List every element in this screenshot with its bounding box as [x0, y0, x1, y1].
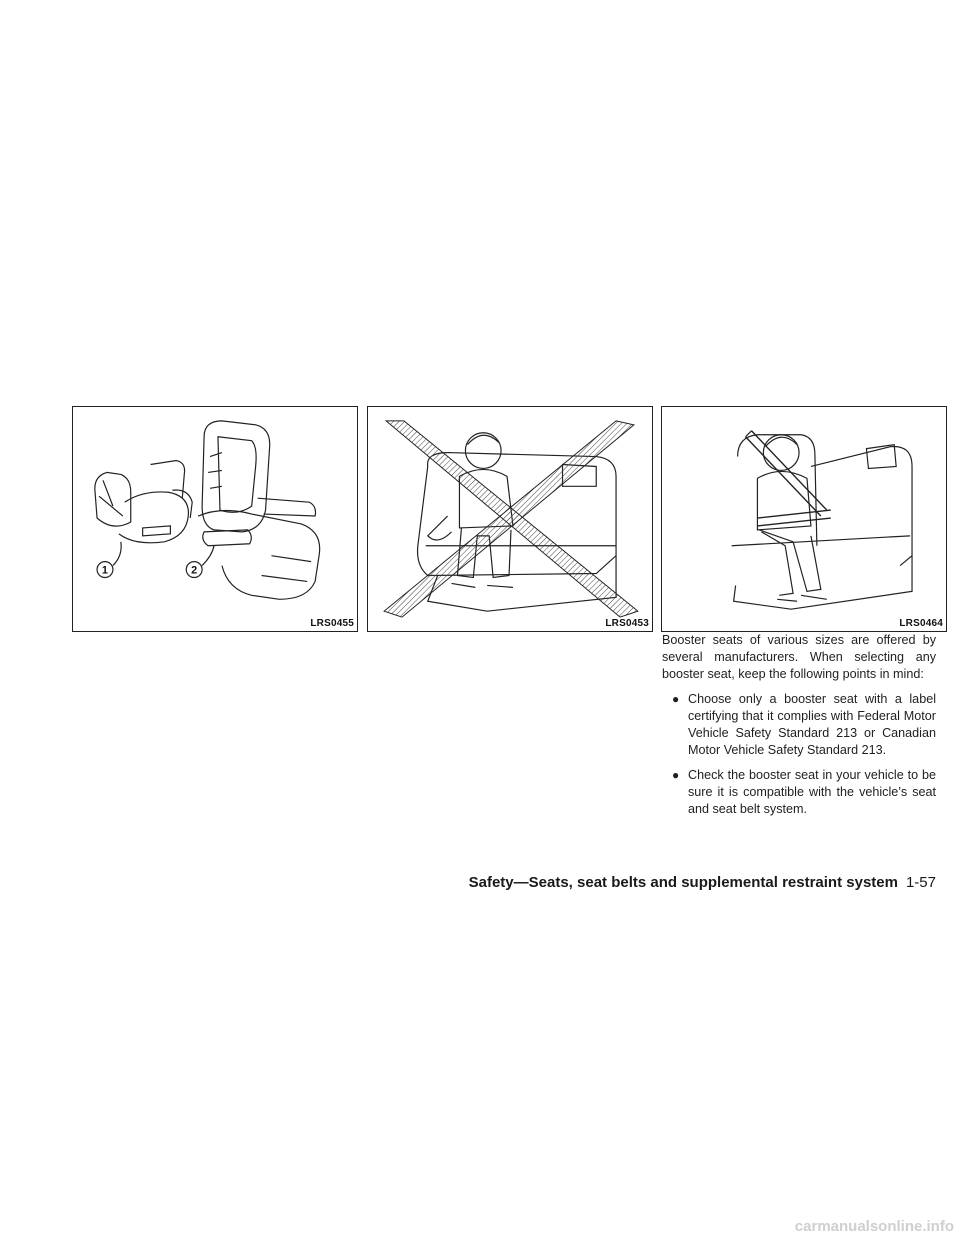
watermark: carmanualsonline.info	[794, 1218, 954, 1235]
figure-incorrect-belt-use	[367, 406, 653, 632]
bullet-text: Choose only a booster seat with a label certifying that it complies with Federal Motor Vehicle Safety Standard 213 or Canadian Motor Vehicle Safety Standard 213.	[688, 692, 936, 757]
callout-2: 2	[191, 564, 198, 577]
figure-correct-belt-use	[661, 406, 947, 632]
section-title: Safety—Seats, seat belts and supplemental restraint system	[468, 874, 898, 891]
page-number: 1-57	[905, 874, 936, 891]
figure-booster-seat-types	[72, 406, 358, 632]
bullet-icon: ●	[672, 692, 680, 706]
incorrect-usage-illustration	[368, 407, 652, 631]
list-item	[662, 767, 936, 818]
figure-code: LRS0453	[605, 618, 649, 629]
figure-code: LRS0464	[899, 618, 943, 629]
booster-seats-illustration	[73, 407, 357, 631]
bullet-text: Check the booster seat in your vehicle to be sure it is compatible with the vehicle’s seat and seat belt system.	[688, 768, 936, 816]
callout-1: 1	[101, 564, 109, 577]
correct-usage-illustration	[662, 407, 946, 631]
intro-paragraph: Booster seats of various sizes are offered by several manufacturers. When selecting any booster seat, keep the following points in mind:	[662, 633, 936, 681]
list-item	[662, 691, 936, 759]
body-text	[662, 632, 936, 826]
bullet-list	[662, 691, 936, 818]
page-footer	[469, 874, 936, 891]
figure-code: LRS0455	[310, 618, 354, 629]
bullet-icon: ●	[672, 768, 680, 782]
